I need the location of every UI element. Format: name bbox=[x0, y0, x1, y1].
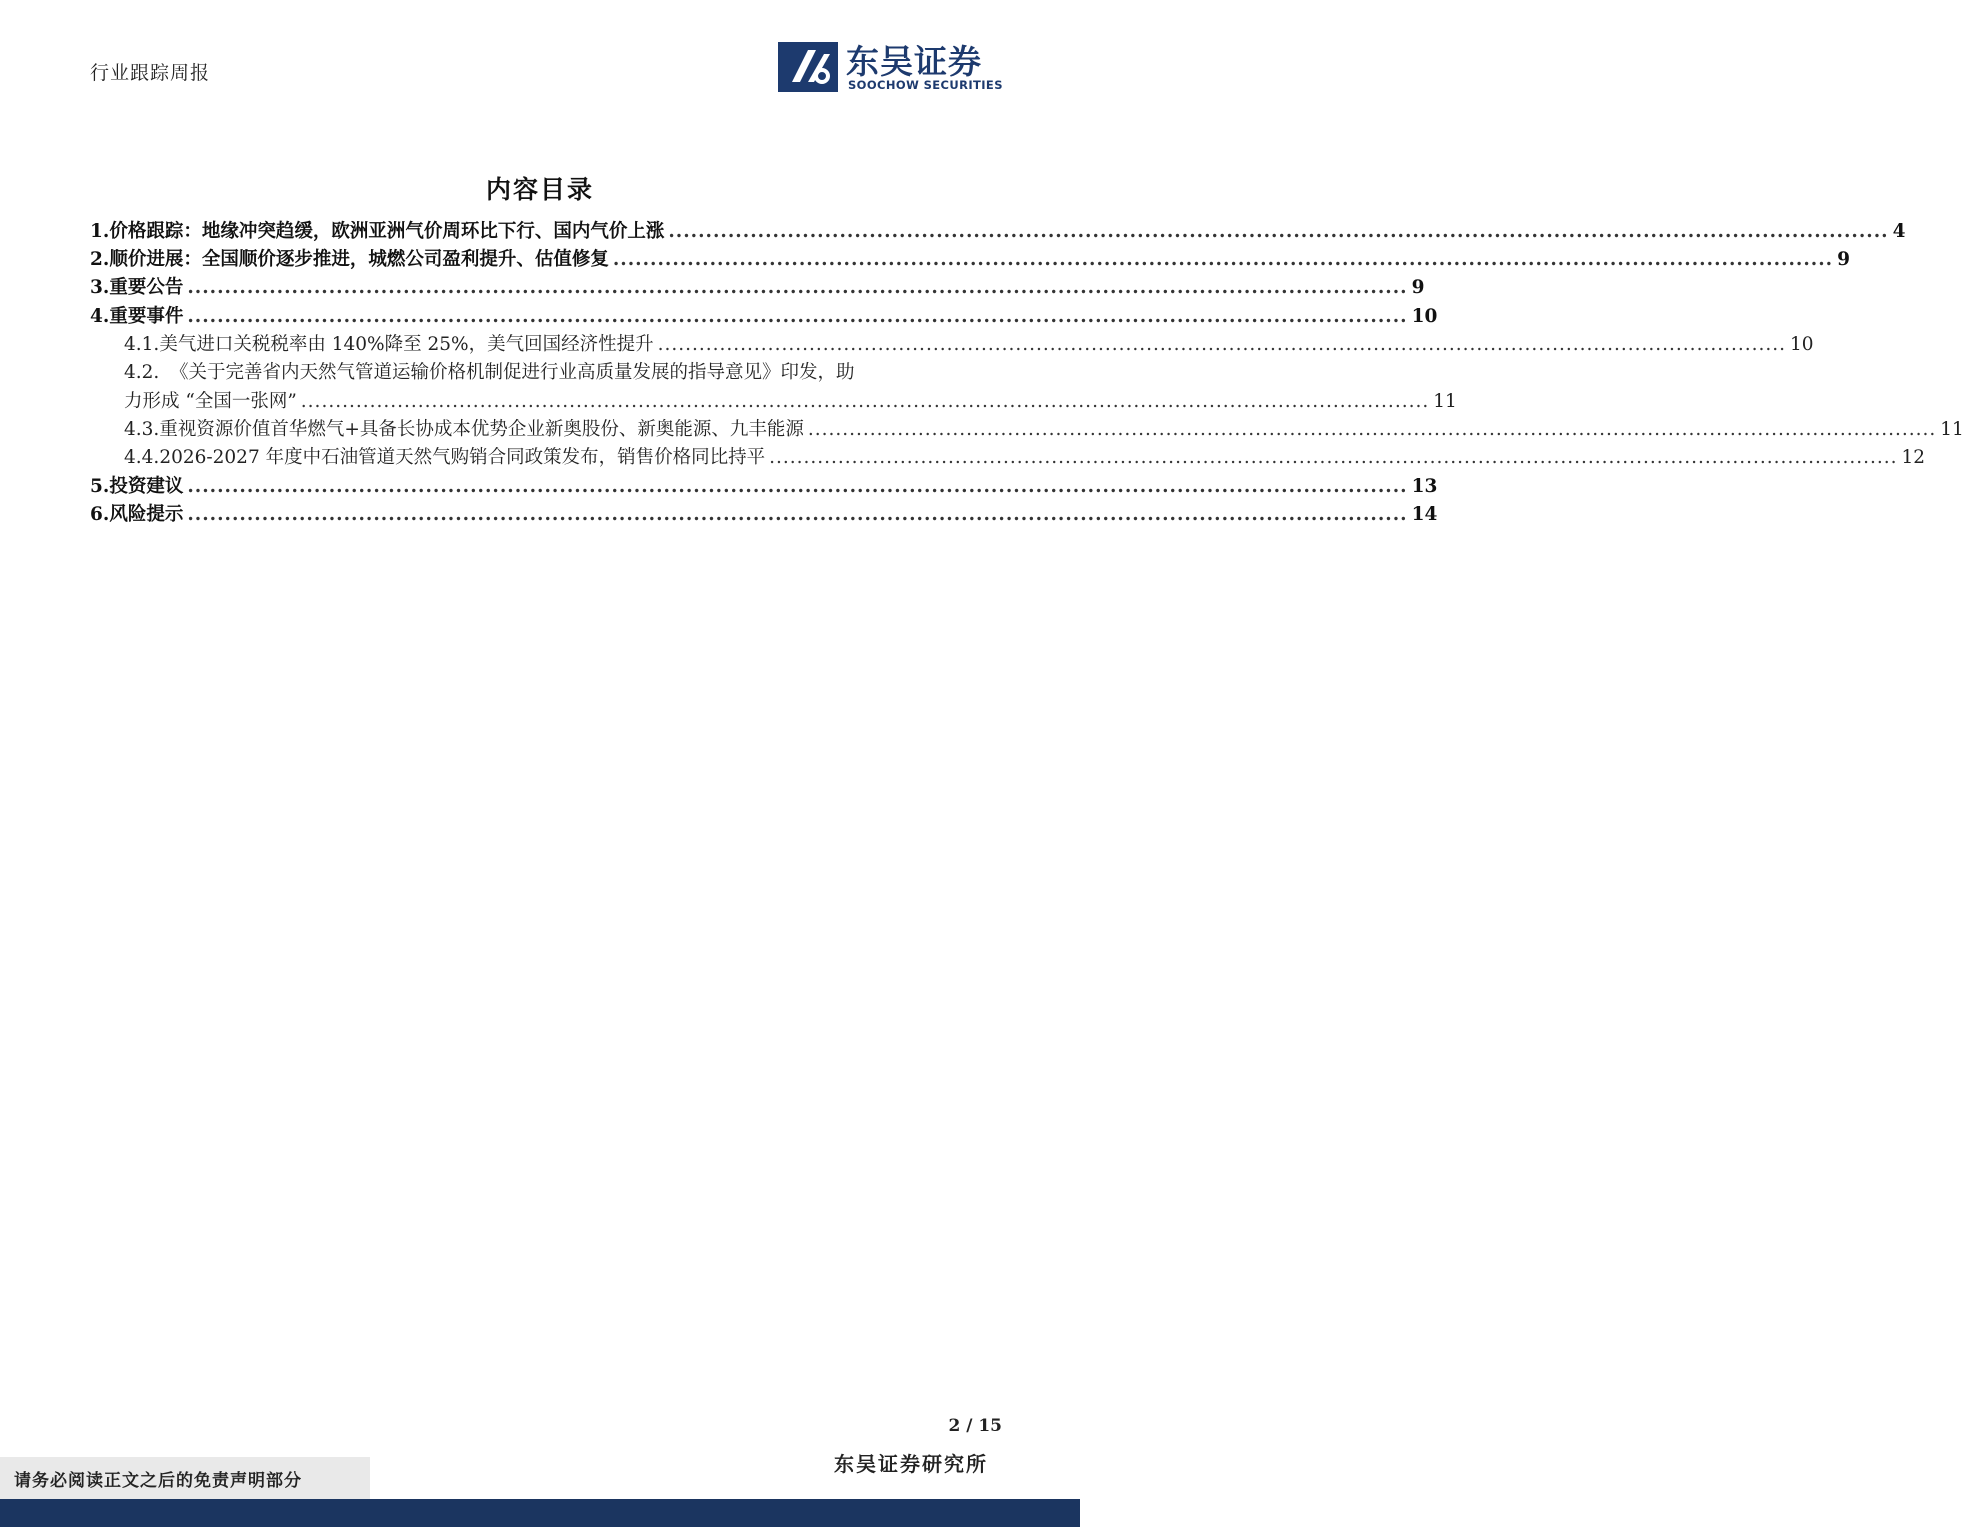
toc-entry-page: 4 bbox=[1892, 221, 1906, 242]
toc-entry-5[interactable] bbox=[90, 472, 1438, 498]
toc-entry-page: 11 bbox=[1940, 419, 1964, 440]
footer-org-name: 东吴证券研究所 bbox=[834, 1452, 988, 1476]
toc-leader-dots: .................................................................................................................................................................... bbox=[668, 221, 1889, 242]
report-type-label: 行业跟踪周报 bbox=[90, 62, 211, 84]
toc-leader-dots: .................................................................................................................................................................... bbox=[807, 419, 1937, 440]
toc-entry-text: 风险提示 bbox=[109, 504, 184, 525]
toc-entry-text: 投资建议 bbox=[109, 476, 184, 497]
toc-entry-text: 《关于完善省内天然气管道运输价格机制促进行业高质量发展的指导意见》印发，助 bbox=[170, 362, 855, 383]
toc-entry-number: 4. bbox=[90, 306, 110, 327]
toc-entry-4-2-cont[interactable] bbox=[124, 387, 1457, 413]
toc-entry-text: 2026-2027 年度中石油管道天然气购销合同政策发布，销售价格同比持平 bbox=[159, 447, 766, 468]
toc-entry-page: 9 bbox=[1837, 249, 1850, 270]
toc-entry-number: 2. bbox=[90, 249, 110, 270]
toc-title: 内容目录 bbox=[485, 175, 594, 204]
toc-entry-number: 4.3. bbox=[124, 419, 160, 440]
page-indicator: 2 / 15 bbox=[948, 1416, 1002, 1436]
toc-entry-4[interactable] bbox=[90, 302, 1438, 328]
toc-leader-dots: .................................................................................................................................................................... bbox=[187, 476, 1408, 497]
toc-entry-text: 重要事件 bbox=[109, 306, 184, 327]
toc-entry-number: 3. bbox=[90, 277, 110, 298]
toc-entry-4-4[interactable] bbox=[124, 443, 1926, 469]
toc-entry-page: 11 bbox=[1433, 391, 1457, 412]
toc-leader-dots: .................................................................................................................................................................... bbox=[769, 447, 1898, 468]
toc-entry-number: 4.2. bbox=[124, 362, 160, 383]
toc-leader-dots: .................................................................................................................................................................... bbox=[187, 306, 1408, 327]
toc-entry-number: 5. bbox=[90, 476, 110, 497]
disclaimer-text: 请务必阅读正文之后的免责声明部分 bbox=[14, 1470, 302, 1491]
footer-bar bbox=[0, 1499, 1080, 1527]
toc-entry-number: 1. bbox=[90, 221, 110, 242]
toc-entry-page: 10 bbox=[1790, 334, 1814, 355]
disclaimer-banner bbox=[0, 1457, 370, 1499]
toc-leader-dots: .................................................................................................................................................................... bbox=[187, 277, 1408, 298]
toc-entry-number: 4.4. bbox=[124, 447, 160, 468]
logo-text-cn: 东吴证券 bbox=[846, 42, 982, 81]
toc-leader-dots: .................................................................................................................................................................... bbox=[300, 391, 1430, 412]
toc-entry-number: 6. bbox=[90, 504, 110, 525]
toc-entry-text: 顺价进展：全国顺价逐步推进，城燃公司盈利提升、估值修复 bbox=[109, 249, 609, 270]
toc-entry-4-2[interactable] bbox=[124, 358, 993, 384]
toc-leader-dots: .................................................................................................................................................................... bbox=[657, 334, 1787, 355]
toc-entry-text: 重视资源价值首华燃气+具备长协成本优势企业新奥股份、新奥能源、九丰能源 bbox=[159, 419, 804, 440]
company-logo bbox=[778, 40, 1003, 94]
toc-entry-text: 美气进口关税税率由 140%降至 25%，美气回国经济性提升 bbox=[159, 334, 654, 355]
toc-entry-text: 价格跟踪：地缘冲突趋缓，欧洲亚洲气价周环比下行、国内气价上涨 bbox=[109, 221, 665, 242]
toc-entry-1[interactable] bbox=[90, 217, 1906, 243]
toc-entry-3[interactable] bbox=[90, 273, 1425, 299]
toc-entry-text: 重要公告 bbox=[109, 277, 184, 298]
toc-entry-4-3[interactable] bbox=[124, 415, 1964, 441]
toc-entry-4-1[interactable] bbox=[124, 330, 1814, 356]
toc-entry-page: 10 bbox=[1411, 306, 1438, 327]
toc-entry-2[interactable] bbox=[90, 245, 1850, 271]
soochow-logo-icon bbox=[778, 42, 838, 92]
toc-entry-6[interactable] bbox=[90, 500, 1438, 526]
toc-entry-page: 13 bbox=[1411, 476, 1438, 497]
toc-entry-page: 14 bbox=[1411, 504, 1438, 525]
toc-leader-dots: .................................................................................................................................................................... bbox=[612, 249, 1834, 270]
toc-entry-number: 4.1. bbox=[124, 334, 160, 355]
toc-entry-page: 12 bbox=[1901, 447, 1926, 468]
toc-leader-dots: .................................................................................................................................................................... bbox=[187, 504, 1408, 525]
toc-entry-text: 力形成 “全国一张网” bbox=[124, 391, 297, 412]
toc-entry-page: 9 bbox=[1411, 277, 1425, 298]
logo-text-en: SOOCHOW SECURITIES bbox=[848, 78, 1003, 92]
